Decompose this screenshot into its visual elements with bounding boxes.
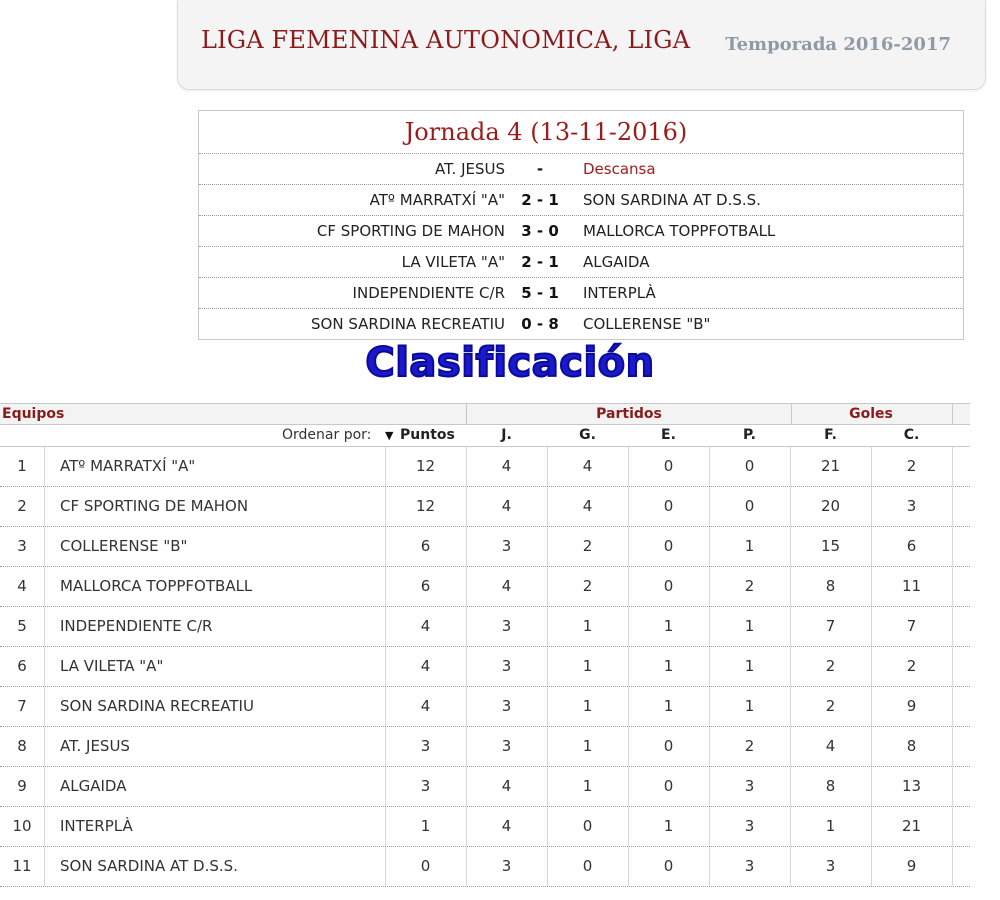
- stat-cell-j: 3: [501, 537, 512, 555]
- table-row: [0, 487, 970, 527]
- stat-cell-pts: 6: [420, 537, 431, 555]
- table-row: [0, 527, 970, 567]
- match-row: [199, 185, 963, 216]
- team-cell[interactable]: MALLORCA TOPPFOTBALL: [60, 577, 253, 595]
- stat-cell-e: 0: [663, 577, 674, 595]
- position-cell: 6: [17, 657, 27, 675]
- column-divider: [952, 487, 953, 526]
- column-f[interactable]: F.: [824, 427, 837, 443]
- team-cell[interactable]: SON SARDINA RECREATIU: [60, 697, 254, 715]
- stat-cell-j: 4: [501, 817, 512, 835]
- stat-cell-j: 3: [501, 737, 512, 755]
- stat-cell-g: 4: [582, 497, 593, 515]
- stat-cell-g: 1: [582, 697, 593, 715]
- match-row: [199, 154, 963, 185]
- match-score: 2 - 1: [521, 253, 559, 271]
- stat-cell-g: 1: [582, 777, 593, 795]
- position-cell: 8: [17, 737, 27, 755]
- team-cell[interactable]: ALGAIDA: [60, 777, 127, 795]
- stat-cell-c: 6: [906, 537, 917, 555]
- column-divider: [952, 727, 953, 766]
- team-cell[interactable]: LA VILETA "A": [60, 657, 164, 675]
- stat-cell-f: 15: [820, 537, 841, 555]
- stat-cell-c: 9: [906, 857, 917, 875]
- stat-cell-j: 3: [501, 657, 512, 675]
- column-divider: [44, 527, 45, 566]
- position-cell: 9: [17, 777, 27, 795]
- team-cell[interactable]: INTERPLÀ: [60, 817, 133, 835]
- match-home-team: LA VILETA "A": [401, 253, 505, 271]
- team-cell[interactable]: AT. JESUS: [60, 737, 130, 755]
- team-cell[interactable]: CF SPORTING DE MAHON: [60, 497, 249, 515]
- stat-cell-pts: 4: [420, 617, 431, 635]
- stat-cell-e: 0: [663, 857, 674, 875]
- match-home-team: AT. JESUS: [435, 160, 505, 178]
- standings-rows: [0, 447, 970, 887]
- match-row: [199, 247, 963, 278]
- match-score: 0 - 8: [521, 315, 559, 333]
- match-row: [199, 309, 963, 339]
- season-label: Temporada 2016-2017: [725, 34, 951, 55]
- stat-cell-pts: 6: [420, 577, 431, 595]
- stat-cell-f: 8: [825, 577, 836, 595]
- standings-title: Clasificación: [365, 340, 655, 386]
- column-divider: [44, 487, 45, 526]
- match-away-team: COLLERENSE "B": [583, 315, 711, 333]
- stat-cell-g: 1: [582, 737, 593, 755]
- equipos-header: Equipos: [2, 406, 65, 422]
- column-j[interactable]: J.: [501, 427, 512, 443]
- column-p[interactable]: P.: [742, 427, 756, 443]
- stat-cell-j: 4: [501, 777, 512, 795]
- column-divider: [44, 447, 45, 486]
- stat-cell-j: 3: [501, 697, 512, 715]
- stat-cell-p: 0: [744, 457, 755, 475]
- position-cell: 5: [17, 617, 27, 635]
- position-cell: 10: [12, 817, 32, 835]
- stat-cell-f: 2: [825, 657, 836, 675]
- match-away-team: Descansa: [583, 160, 656, 178]
- stat-cell-c: 7: [906, 617, 917, 635]
- table-row: [0, 607, 970, 647]
- stat-cell-pts: 4: [420, 697, 431, 715]
- stat-cell-c: 11: [901, 577, 922, 595]
- stat-cell-f: 21: [820, 457, 841, 475]
- table-row: [0, 447, 970, 487]
- table-row: [0, 767, 970, 807]
- column-divider: [44, 687, 45, 726]
- table-row: [0, 727, 970, 767]
- sort-down-icon[interactable]: ▼: [385, 429, 394, 442]
- table-row: [0, 847, 970, 887]
- stat-cell-c: 2: [906, 457, 917, 475]
- stat-cell-c: 13: [901, 777, 922, 795]
- stat-cell-j: 4: [501, 577, 512, 595]
- position-cell: 4: [17, 577, 27, 595]
- stat-cell-j: 3: [501, 857, 512, 875]
- stat-cell-j: 4: [501, 497, 512, 515]
- match-score: 5 - 1: [521, 284, 559, 302]
- column-divider: [952, 767, 953, 806]
- table-row: [0, 647, 970, 687]
- stat-cell-g: 0: [582, 817, 593, 835]
- stat-cell-f: 20: [820, 497, 841, 515]
- match-away-team: MALLORCA TOPPFOTBALL: [583, 222, 776, 240]
- column-divider: [44, 607, 45, 646]
- stat-cell-e: 1: [663, 817, 674, 835]
- match-away-team: ALGAIDA: [583, 253, 650, 271]
- stat-cell-g: 4: [582, 457, 593, 475]
- match-row: [199, 216, 963, 247]
- stat-cell-e: 1: [663, 697, 674, 715]
- position-cell: 2: [17, 497, 27, 515]
- column-puntos[interactable]: Puntos: [400, 427, 455, 443]
- column-divider: [952, 807, 953, 846]
- league-title: LIGA FEMENINA AUTONOMICA, LIGA: [201, 26, 691, 54]
- stat-cell-g: 0: [582, 857, 593, 875]
- stat-cell-g: 2: [582, 537, 593, 555]
- team-cell[interactable]: ATº MARRATXÍ "A": [60, 457, 196, 475]
- stat-cell-p: 2: [744, 737, 755, 755]
- stat-cell-p: 3: [744, 857, 755, 875]
- column-divider: [44, 807, 45, 846]
- stat-cell-p: 1: [744, 657, 755, 675]
- position-cell: 11: [12, 857, 32, 875]
- match-score: 3 - 0: [521, 222, 559, 240]
- match-home-team: ATº MARRATXÍ "A": [369, 191, 505, 209]
- column-divider: [44, 647, 45, 686]
- stat-cell-e: 1: [663, 657, 674, 675]
- stat-cell-e: 0: [663, 737, 674, 755]
- stat-cell-g: 1: [582, 617, 593, 635]
- column-divider: [952, 567, 953, 606]
- stat-cell-g: 2: [582, 577, 593, 595]
- partidos-header: Partidos: [466, 404, 792, 424]
- column-c[interactable]: C.: [903, 427, 920, 443]
- match-score: -: [536, 160, 544, 178]
- match-home-team: CF SPORTING DE MAHON: [316, 222, 505, 240]
- column-divider: [952, 687, 953, 726]
- stat-cell-j: 3: [501, 617, 512, 635]
- sort-label: Ordenar por:: [282, 427, 372, 443]
- column-divider: [952, 607, 953, 646]
- column-divider: [44, 727, 45, 766]
- stat-cell-pts: 12: [415, 497, 436, 515]
- match-list: [199, 154, 963, 339]
- stat-cell-pts: 1: [420, 817, 431, 835]
- stat-cell-e: 1: [663, 617, 674, 635]
- goles-header: Goles: [790, 404, 953, 424]
- table-row: [0, 687, 970, 727]
- stat-cell-pts: 3: [420, 737, 431, 755]
- stat-cell-f: 4: [825, 737, 836, 755]
- stat-cell-e: 0: [663, 457, 674, 475]
- column-divider: [952, 847, 953, 886]
- column-divider: [44, 767, 45, 806]
- stat-cell-pts: 0: [420, 857, 431, 875]
- match-home-team: SON SARDINA RECREATIU: [311, 315, 505, 333]
- match-score: 2 - 1: [521, 191, 559, 209]
- match-away-team: INTERPLÀ: [583, 284, 656, 302]
- stat-cell-e: 0: [663, 497, 674, 515]
- table-row: [0, 567, 970, 607]
- column-divider: [952, 647, 953, 686]
- position-cell: 1: [17, 457, 27, 475]
- position-cell: 7: [17, 697, 27, 715]
- stat-cell-f: 2: [825, 697, 836, 715]
- stat-cell-p: 0: [744, 497, 755, 515]
- stat-cell-f: 8: [825, 777, 836, 795]
- stat-cell-f: 3: [825, 857, 836, 875]
- stat-cell-c: 2: [906, 657, 917, 675]
- stat-cell-c: 9: [906, 697, 917, 715]
- stat-cell-e: 0: [663, 537, 674, 555]
- match-home-team: INDEPENDIENTE C/R: [352, 284, 505, 302]
- stat-cell-pts: 12: [415, 457, 436, 475]
- stat-cell-j: 4: [501, 457, 512, 475]
- stat-cell-p: 1: [744, 537, 755, 555]
- team-cell[interactable]: INDEPENDIENTE C/R: [60, 617, 213, 635]
- stat-cell-p: 3: [744, 817, 755, 835]
- jornada-panel: [198, 110, 964, 340]
- stat-cell-c: 8: [906, 737, 917, 755]
- position-cell: 3: [17, 537, 27, 555]
- column-divider: [952, 447, 953, 486]
- standings-table: [0, 403, 970, 887]
- team-cell[interactable]: SON SARDINA AT D.S.S.: [60, 857, 238, 875]
- team-cell[interactable]: COLLERENSE "B": [60, 537, 188, 555]
- stat-cell-p: 1: [744, 697, 755, 715]
- column-g[interactable]: G.: [579, 427, 596, 443]
- standings-column-header: [0, 425, 970, 447]
- column-divider: [44, 847, 45, 886]
- stat-cell-f: 1: [825, 817, 836, 835]
- stat-cell-p: 3: [744, 777, 755, 795]
- league-header: [177, 0, 986, 90]
- stat-cell-pts: 4: [420, 657, 431, 675]
- stat-cell-pts: 3: [420, 777, 431, 795]
- stat-cell-g: 1: [582, 657, 593, 675]
- match-away-team: SON SARDINA AT D.S.S.: [583, 191, 761, 209]
- column-divider: [952, 527, 953, 566]
- stat-cell-f: 7: [825, 617, 836, 635]
- column-e[interactable]: E.: [661, 427, 676, 443]
- match-row: [199, 278, 963, 309]
- stat-cell-p: 2: [744, 577, 755, 595]
- table-row: [0, 807, 970, 847]
- stat-cell-c: 3: [906, 497, 917, 515]
- column-divider: [44, 567, 45, 606]
- jornada-title: Jornada 4 (13-11-2016): [199, 111, 963, 154]
- standings-group-header: [0, 403, 970, 425]
- stat-cell-p: 1: [744, 617, 755, 635]
- stat-cell-c: 21: [901, 817, 922, 835]
- stat-cell-e: 0: [663, 777, 674, 795]
